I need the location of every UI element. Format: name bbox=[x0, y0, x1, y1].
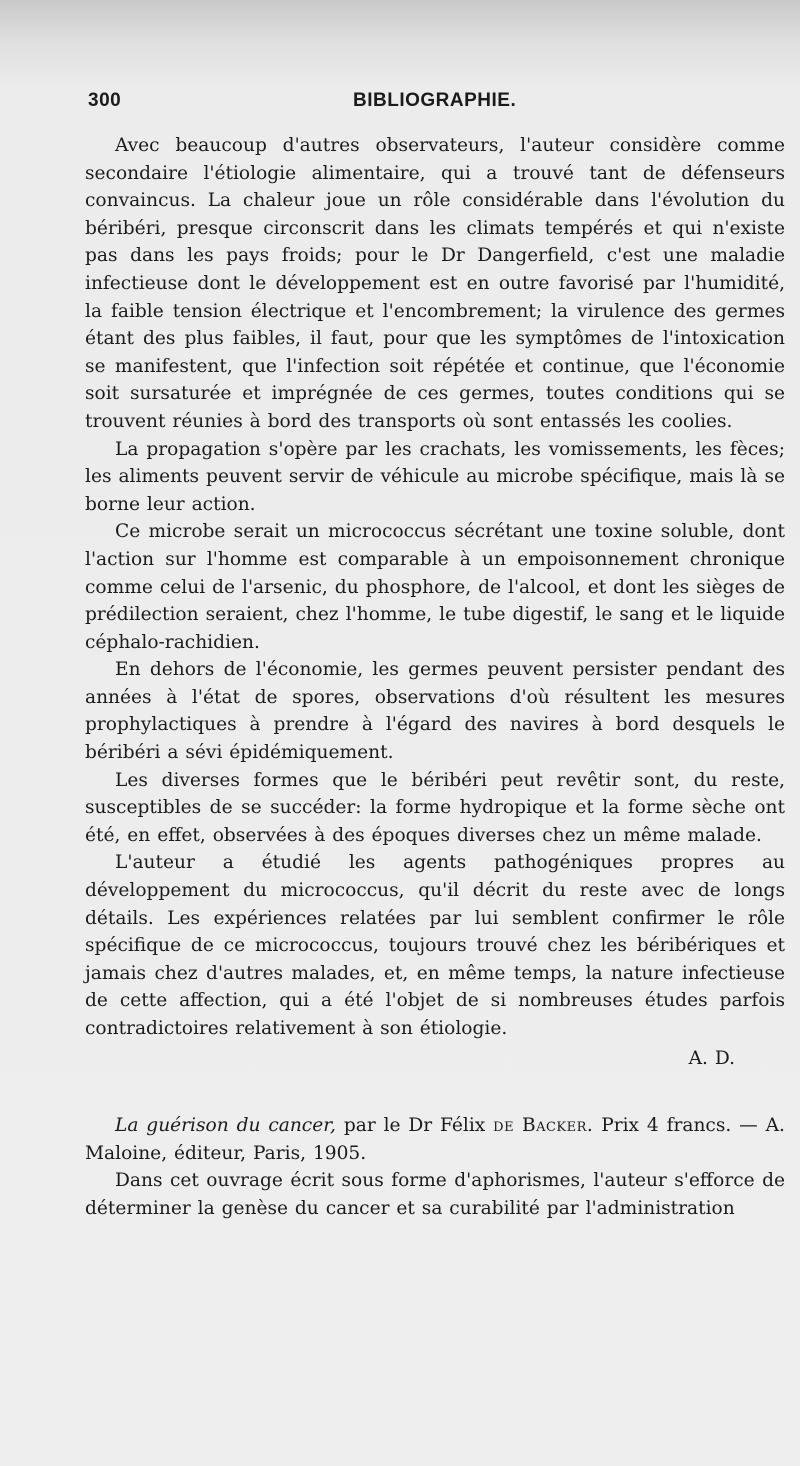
review-text: Dans cet ouvrage écrit sous forme d'aphorismes, l'auteur s'efforce de déterminer la genèse du cancer et sa curabilité par l'administration bbox=[85, 1170, 785, 1219]
author-name: Backer. bbox=[521, 1115, 594, 1137]
book-price: Prix 4 francs. bbox=[601, 1115, 732, 1137]
book-title: La guérison du cancer, bbox=[115, 1115, 336, 1137]
paragraph: La propagation s'opère par les crachats, les vomissements, les fèces; les aliments peuvent servir de véhicule au microbe spécifique, mais là se borne leur action. bbox=[85, 438, 785, 515]
page-number: 300 bbox=[88, 90, 122, 111]
publisher: — A. Maloine, éditeur, Paris, 1905. bbox=[85, 1115, 785, 1164]
page-body bbox=[85, 132, 785, 1223]
paragraph: En dehors de l'économie, les germes peuvent persister pendant des années à l'état de spores, observations d'où résultent les mesures prophylactiques à prendre à l'égard des navires à bord desquels le béribéri a sévi épidémiquement. bbox=[85, 659, 785, 764]
paragraph: Ce microbe serait un micrococcus sécrétant une toxine soluble, dont l'action sur l'homme est comparable à un empoisonnement chronique comme celui de l'arsenic, du phosphore, de l'alcool, et dont les sièges de prédilection seraient, chez l'homme, le tube digestif, le sang et le liquide céphalo-rachidien. bbox=[85, 521, 785, 653]
signature: A. D. bbox=[688, 1047, 735, 1069]
author-prefix: par le Dr Félix bbox=[343, 1115, 486, 1137]
running-title: BIBLIOGRAPHIE. bbox=[353, 90, 517, 111]
paragraph: Les diverses formes que le béribéri peut revêtir sont, du reste, susceptibles de se succéder: la forme hydropique et la forme sèche ont été, en effet, observées à des époques diverses chez un même malade. bbox=[85, 769, 785, 846]
paragraph: L'auteur a étudié les agents pathogéniques propres au développement du micrococcus, qu'il décrit du reste avec de longs détails. Les expériences relatées par lui semblent confirmer le rôle spécifique de ce micrococcus, toujours trouvé chez les béribériques et jamais chez d'autres malades, et, en même temps, la nature infectieuse de cette affection, qui a été l'objet de si nombreuses études parfois contradictoires relativement à son étiologie. bbox=[85, 852, 785, 1039]
paragraph: Avec beaucoup d'autres observateurs, l'auteur considère comme secondaire l'étiologie alimentaire, qui a trouvé tant de défenseurs convaincus. La chaleur joue un rôle considérable dans l'évolution du béribéri, presque circonscrit dans les climats tempérés et qui n'existe pas dans les pays froids; pour le Dr Dangerfield, c'est une maladie infectieuse dont le développement est en outre favorisé par l'humidité, la faible tension électrique et l'encombrement; la virulence des germes étant des plus faibles, il faut, pour que les symptômes de l'intoxication se manifestent, que l'infection soit répétée et continue, que l'économie soit sursaturée et imprégnée de ces germes, toutes conditions qui se trouvent réunies à bord des transports où sont entassés les coolies. bbox=[85, 135, 785, 432]
author-particle: de bbox=[493, 1115, 515, 1137]
book-review bbox=[85, 1112, 785, 1222]
book-citation bbox=[85, 1112, 785, 1167]
